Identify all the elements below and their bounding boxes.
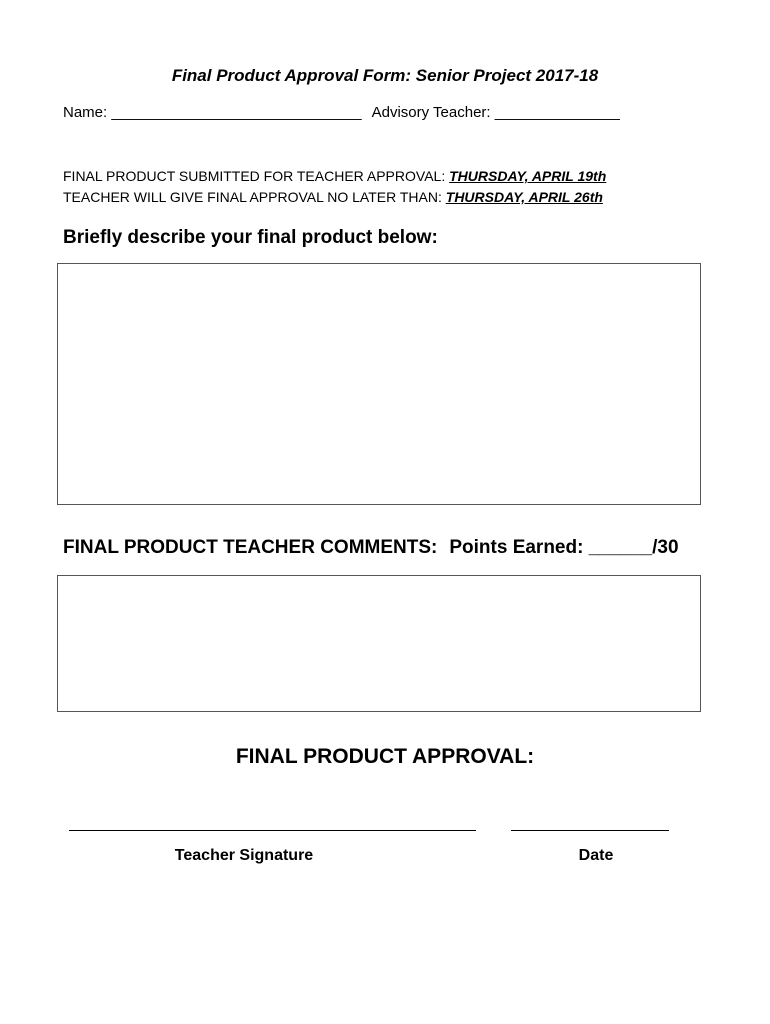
comments-row bbox=[63, 537, 679, 559]
submitted-date: THURSDAY, APRIL 19th bbox=[449, 168, 607, 184]
date-line[interactable] bbox=[511, 830, 669, 831]
name-row bbox=[63, 104, 620, 121]
name-field[interactable]: Name: ______________________________ bbox=[63, 104, 362, 121]
comments-heading: FINAL PRODUCT TEACHER COMMENTS: bbox=[63, 537, 438, 558]
approval-label: TEACHER WILL GIVE FINAL APPROVAL NO LATER THAN: bbox=[63, 189, 446, 205]
date-label: Date bbox=[578, 847, 614, 864]
describe-heading: Briefly describe your final product below: bbox=[63, 227, 438, 248]
teacher-signature-label: Teacher Signature bbox=[174, 847, 314, 864]
submitted-line bbox=[63, 166, 606, 187]
final-approval-heading: FINAL PRODUCT APPROVAL: bbox=[235, 745, 535, 768]
teacher-comments-box[interactable] bbox=[57, 575, 701, 712]
points-earned-field[interactable]: Points Earned: ______/30 bbox=[449, 537, 679, 558]
approval-line bbox=[63, 187, 606, 208]
deadlines bbox=[63, 166, 606, 208]
advisory-teacher-field[interactable]: Advisory Teacher: _______________ bbox=[371, 104, 620, 121]
product-description-box[interactable] bbox=[57, 263, 701, 505]
form-title: Final Product Approval Form: Senior Project 2017-18 bbox=[171, 66, 599, 85]
teacher-signature-line[interactable] bbox=[69, 830, 476, 831]
approval-date: THURSDAY, APRIL 26th bbox=[445, 189, 603, 205]
submitted-label: FINAL PRODUCT SUBMITTED FOR TEACHER APPROVAL: bbox=[63, 168, 450, 184]
